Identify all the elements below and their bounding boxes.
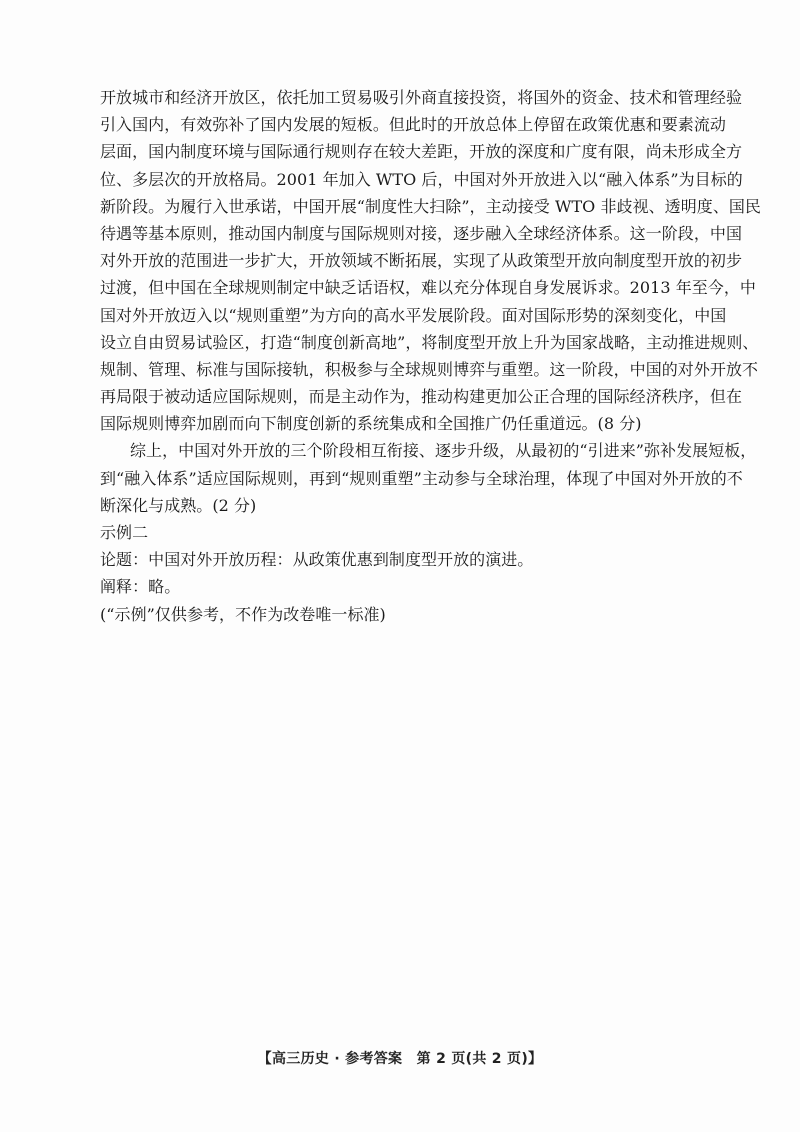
text-line: 层面，国内制度环境与国际通行规则存在较大差距，开放的深度和广度有限，尚未形成全方 [100,142,743,162]
topic-line: 论题：中国对外开放历程：从政策优惠到制度型开放的演进。 [100,550,534,570]
text-line: 再局限于被动适应国际规则，而是主动作为，推动构建更加公正合理的国际经济秩序，但在 [100,387,743,407]
text-line: 断深化与成熟。(2 分) [100,495,257,515]
text-line: 国对外开放迈入以“规则重塑”为方向的高水平发展阶段。面对国际形势的深刻变化，中国 [100,305,727,325]
text-line: 过渡，但中国在全球规则制定中缺乏话语权，难以充分体现自身发展诉求。2013 年至今，中 [100,278,756,298]
summary-paragraph-line: 综上，中国对外开放的三个阶段相互衔接、逐步升级，从最初的“引进来”弥补发展短板， [130,441,757,461]
text-line: 到“融入体系”适应国际规则，再到“规则重塑”主动参与全球治理，体现了中国对外开放的不 [100,468,743,488]
explanation-line: 阐释：略。 [100,577,181,597]
text-line: 国际规则博弈加剧而向下制度创新的系统集成和全国推广仍任重道远。(8 分) [100,414,642,434]
text-line: 设立自由贸易试验区，打造“制度创新高地”，将制度型开放上升为国家战略，主动推进规则、 [100,332,759,352]
note-line: (“示例”仅供参考，不作为改卷唯一标准) [100,604,386,624]
example-heading: 示例二 [100,523,149,542]
text-line: 位、多层次的开放格局。2001 年加入 WTO 后，中国对外开放进入以“融入体系”为目标的 [100,169,743,189]
text-line: 对外开放的范围进一步扩大，开放领域不断拓展，实现了从政策型开放向制度型开放的初步 [100,251,743,271]
text-line: 新阶段。为履行入世承诺，中国开展“制度性大扫除”，主动接受 WTO 非歧视、透明度、国民 [100,196,761,216]
text-line: 开放城市和经济开放区，依托加工贸易吸引外商直接投资，将国外的资金、技术和管理经验 [100,88,743,107]
text-line: 规制、管理、标准与国际接轨，积极参与全球规则博弈与重塑。这一阶段，中国的对外开放不 [100,359,759,379]
text-line: 待遇等基本原则，推动国内制度与国际规则对接，逐步融入全球经济体系。这一阶段，中国 [100,223,743,243]
text-line: 引入国内，有效弥补了国内发展的短板。但此时的开放总体上停留在政策优惠和要素流动 [100,115,726,135]
page-footer: 【高三历史 · 参考答案 第 2 页(共 2 页)】 [257,1051,543,1067]
answer-text-body [100,84,761,628]
